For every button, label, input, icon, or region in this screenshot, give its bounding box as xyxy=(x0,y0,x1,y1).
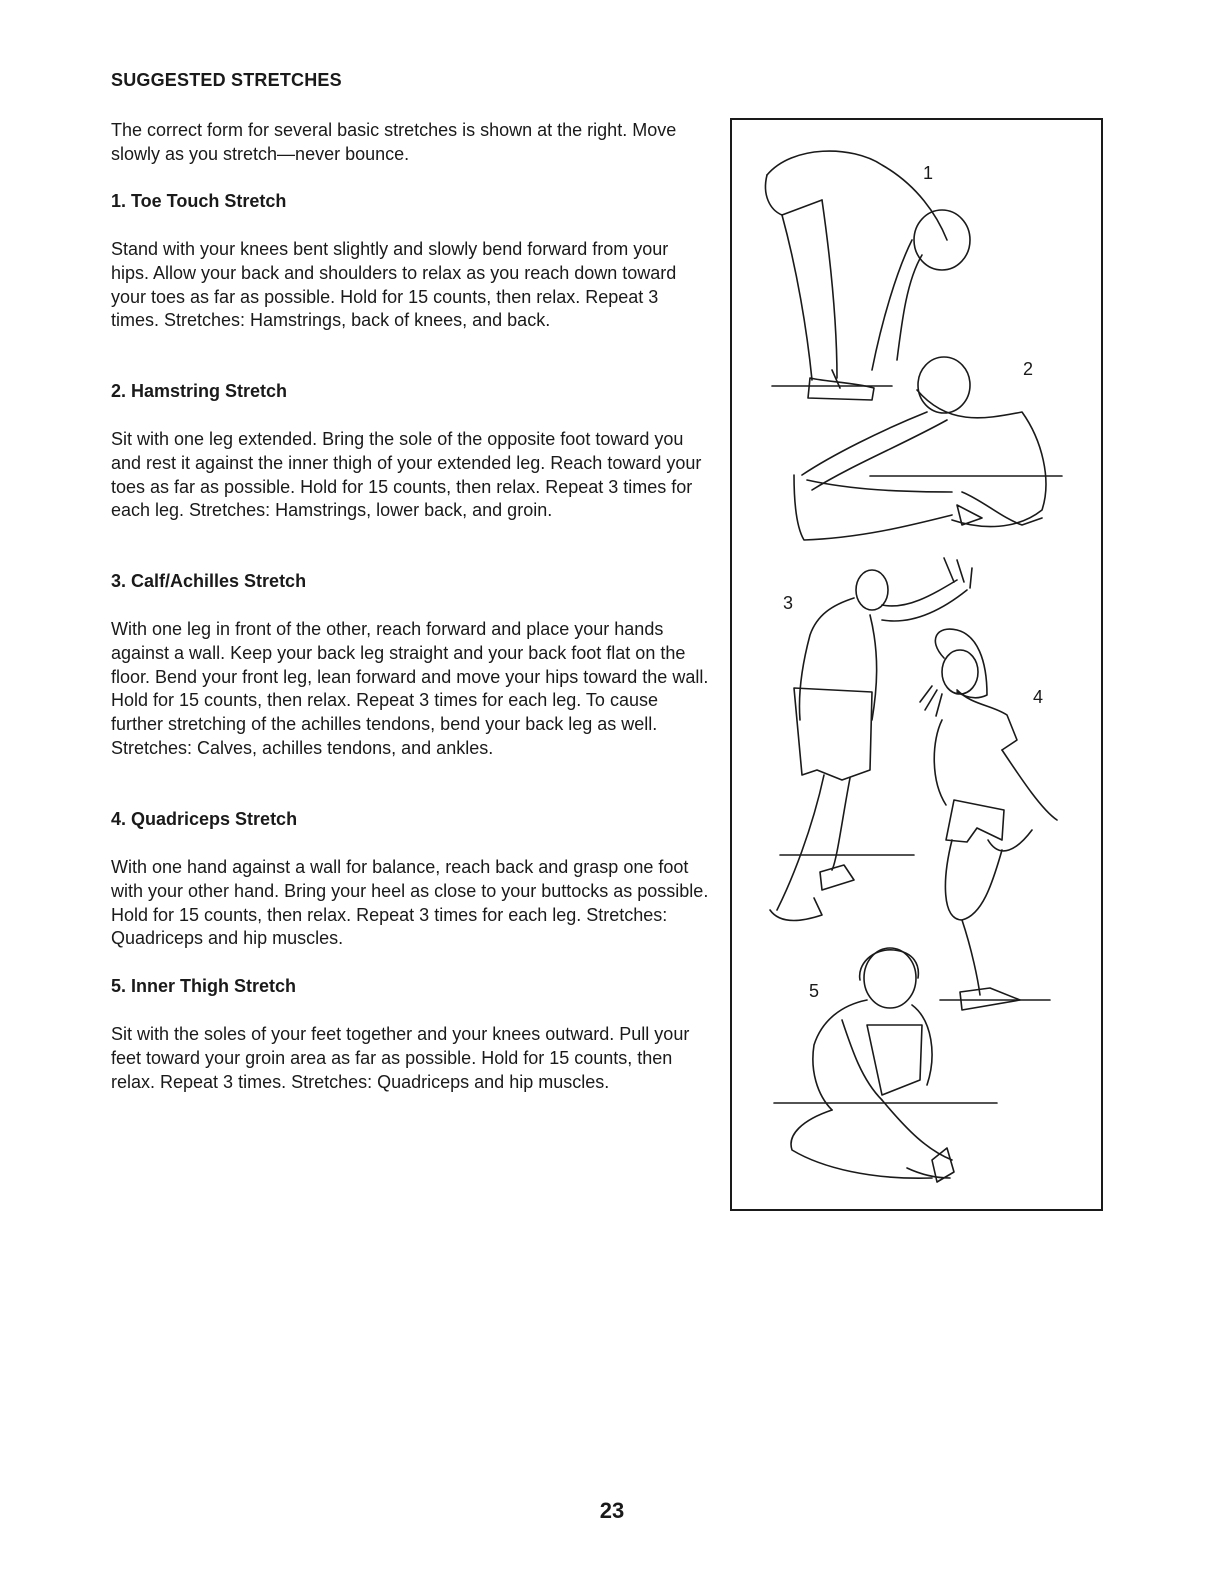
stretch-section-toe-touch xyxy=(111,190,711,333)
stretch-body: Stand with your knees bent slightly and slowly bend forward from your hips. Allow your back and shoulders to relax as you reach down toward your toes as far as possible. Hold for 15 counts, then relax. Repeat 3 times. Stretches: Hamstrings, back of knees, and back. xyxy=(111,239,677,331)
stretch-body: With one hand against a wall for balance, reach back and grasp one foot with your other hand. Bring your heel as close to your buttocks as possible. Hold for 15 counts, then relax. Repeat 3 times for each leg. Stretches: Quadriceps and hip muscles. xyxy=(111,857,709,949)
figure-label-5: 5 xyxy=(809,981,820,1001)
inner-thigh-figure xyxy=(774,948,997,1182)
page-title: SUGGESTED STRETCHES xyxy=(111,70,342,90)
stretch-illustrations xyxy=(732,120,1101,1209)
stretch-section-hamstring xyxy=(111,380,711,523)
stretch-heading: 5. Inner Thigh Stretch xyxy=(111,976,297,996)
figure-label-3: 3 xyxy=(783,593,794,613)
stretch-heading: 1. Toe Touch Stretch xyxy=(111,191,287,211)
stretch-heading: 4. Quadriceps Stretch xyxy=(111,809,298,829)
stretch-illustrations-panel xyxy=(730,118,1103,1211)
stretch-heading: 2. Hamstring Stretch xyxy=(111,381,288,401)
stretch-body: Sit with one leg extended. Bring the sole of the opposite foot toward you and rest it against the inner thigh of your extended leg. Reach toward your toes as far as possible. Hold for 15 counts, then relax. Repeat 3 times for each leg. Stretches: Hamstrings, lower back, and groin. xyxy=(111,429,702,521)
stretch-section-quadriceps xyxy=(111,808,711,951)
stretch-section-inner-thigh xyxy=(111,975,711,1094)
figure-label-4: 4 xyxy=(1033,687,1044,707)
figure-label-1: 1 xyxy=(923,163,934,183)
intro-text: The correct form for several basic stretches is shown at the right. Move slowly as you stretch—never bounce. xyxy=(111,120,677,164)
hamstring-figure xyxy=(794,357,1062,540)
page-number: 23 xyxy=(599,1498,625,1523)
stretch-body: Sit with the soles of your feet together and your knees outward. Pull your feet toward your groin area as far as possible. Hold for 15 counts, then relax. Repeat 3 times. Stretches: Quadriceps and hip muscles. xyxy=(111,1024,690,1092)
calf-achilles-figure xyxy=(770,558,972,920)
stretch-body: With one leg in front of the other, reach forward and place your hands against a wall. Keep your back leg straight and your back foot flat on the floor. Bend your front leg, lean forward and move your hips toward the wall. Hold for 15 counts, then relax. Repeat 3 times for each leg. To cause further stretching of the achilles tendons, bend your back leg as well. Stretches: Calves, achilles tendons, and ankles. xyxy=(111,619,709,758)
figure-label-2: 2 xyxy=(1023,359,1034,379)
stretch-section-calf-achilles xyxy=(111,570,711,761)
stretch-heading: 3. Calf/Achilles Stretch xyxy=(111,571,307,591)
toe-touch-figure xyxy=(765,151,970,400)
